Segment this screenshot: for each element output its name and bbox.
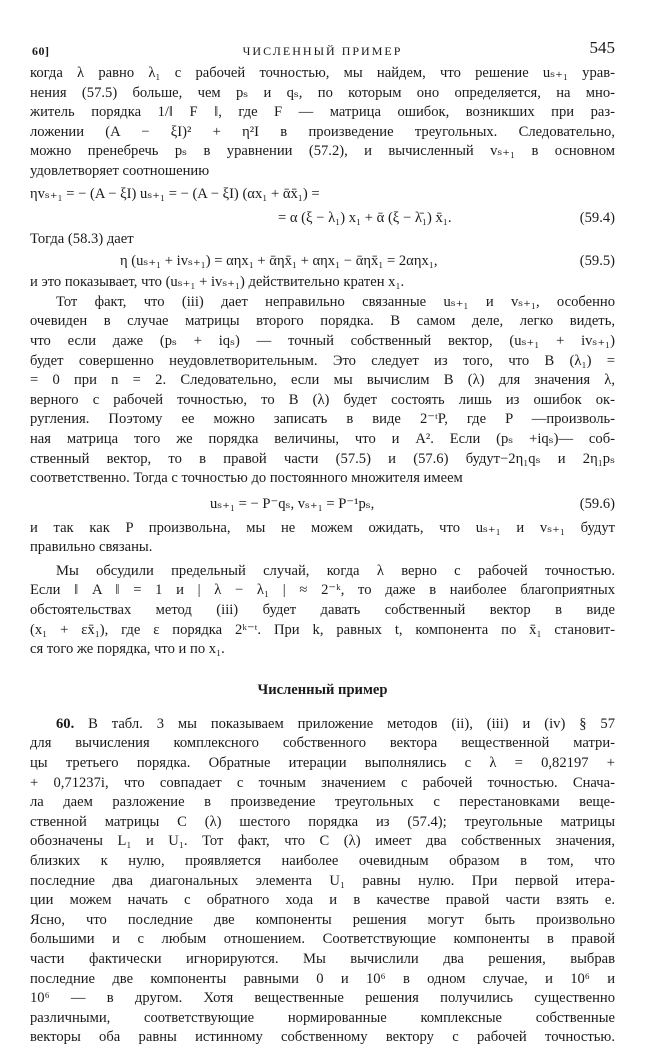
text-line: Ясно, что последние две компоненты решения могут быть произвольно [30, 911, 615, 928]
text-line: житель порядка 1/‖ F ‖, где F — матрица ошибок, возникших при раз- [30, 104, 615, 121]
text-line: (x₁ + εx̄₁), где ε порядка 2ᵏ⁻ᵗ. При k, равных t, компонента по x̄₁ становит- [30, 621, 615, 638]
equation-body: η (uₛ₊₁ + ivₛ₊₁) = αηx₁ + ᾱηx̄₁ + αηx₁ − ᾱηx̄₁ = 2αηx₁, [120, 253, 438, 270]
section-number: 60. [56, 715, 75, 732]
text-line [30, 715, 615, 735]
text-line: векторы оба равны истинному собственному вектору с рабочей точностью. [30, 1029, 615, 1046]
equation-body: ηvₛ₊₁ = − (A − ξI) uₛ₊₁ = − (A − ξI) (αx₁ + ᾱx̄₁) = [30, 185, 320, 202]
text-line: части фактически игнорируются. Мы вычислили два решения, выбрав [30, 950, 615, 967]
text-line: ругления. Поэтому ее можно записать в виде 2⁻ᵗP, где P —произволь- [30, 411, 615, 428]
text-line: обозначены L₁ и U₁. Тот факт, что C (λ) имеет два собственных значения, [30, 833, 615, 850]
text-line: Тогда (58.3) дает [30, 230, 134, 247]
text-line: последние две компоненты равными 0 и 10⁶ в одном случае, и 10⁶ и [30, 970, 615, 987]
text-line: + 0,71237i, что совпадает с точным значением с рабочей точностью. Снача- [30, 774, 615, 791]
paragraph-4 [30, 715, 615, 1048]
text-line: ственный вектор, то в правой части (57.5) и (57.6) будут−2η₁qₛ и 2η₁pₛ [30, 450, 615, 467]
text-line: ции можем начать с обратного хода и в качестве правой части взять e. [30, 892, 615, 909]
equation-59-5 [30, 249, 615, 273]
text-line: ся того же порядка, что и по x₁. [30, 641, 225, 658]
text-line: нения (57.5) больше, чем pₛ и qₛ, по которым оно определяется, на мно- [30, 84, 615, 101]
equation-number: (59.6) [579, 495, 615, 512]
equation-body: uₛ₊₁ = − P⁻qₛ, vₛ₊₁ = P⁻¹pₛ, [210, 495, 375, 512]
text-line: = 0 при n = 2. Следовательно, если мы вычислим B (λ) для значения λ, [30, 372, 615, 389]
paragraph-2 [30, 293, 615, 489]
text-line: соответственно. Тогда с точностью до постоянного множителя имеем [30, 470, 463, 487]
equation-body: = α (ξ − λ₁) x₁ + ᾱ (ξ − λ̄₁) x̄₁. [278, 209, 452, 226]
text-line: различными, соответствующие нормированные комплексные собственные [30, 1009, 615, 1026]
text-line: ла даем разложение в произведение треугольных с перестановками веще- [30, 794, 615, 811]
equation-number: (59.5) [579, 253, 615, 270]
text-line: ная матрица того же порядка величины, что и A². Если (pₛ +iqₛ)— соб- [30, 430, 615, 447]
text-line: 10⁶ — в другом. Хотя вещественные решения получились существенно [30, 990, 615, 1007]
text-line: Если ‖ A ‖ = 1 и | λ − λ₁ | ≈ 2⁻ᵏ, то даже в наиболее благоприятных [30, 582, 615, 599]
paragraph-3 [30, 562, 615, 660]
equation-59-6 [30, 489, 615, 519]
text-line: ложении (A − ξI)² + η²I в произведение треугольных. Следовательно, [30, 123, 615, 140]
header-page-number: 545 [589, 38, 615, 57]
text-line-content: В табл. 3 мы показываем приложение методов (ii), (iii) и (iv) § 57 [74, 715, 615, 732]
equation-number: (59.4) [579, 209, 615, 226]
text-line: ственной матрицы C (λ) шестого порядка из (57.4); треугольные матрицы [30, 813, 615, 830]
text-line: и так как P произвольна, мы не можем ожидать, что uₛ₊₁ и vₛ₊₁ будут [30, 519, 615, 536]
equation-59-4-line1 [30, 182, 615, 206]
text-line: для вычисления комплексного собственного вектора вещественной матри- [30, 735, 615, 752]
text-line: Тот факт, что (iii) дает неправильно связанные uₛ₊₁ и vₛ₊₁, особенно [56, 293, 615, 310]
text-line: близких к нулю, проявляется наиболее очевидным образом в том, что [30, 853, 615, 869]
paragraph-after-59-6 [30, 519, 615, 558]
running-header [30, 36, 615, 64]
text-line: Мы обсудили предельный случай, когда λ верно с рабочей точностью. [56, 562, 615, 579]
page [30, 36, 615, 1048]
text-line: верного с рабочей точностью, то B (λ) будет состоять лишь из ошибок ок- [30, 391, 615, 408]
section-title: Численный пример [257, 681, 388, 698]
text-line: цы третьего порядка. Обратные итерации выполнялись с λ = 0,82197 + [30, 755, 615, 772]
header-section-ref: 60] [32, 44, 50, 58]
equation-59-4-line2 [30, 206, 615, 230]
text-line: последние два диагональных элемента U₁ равны нулю. При первой итера- [30, 872, 615, 889]
text-line: что если даже (pₛ + iqₛ) — точный собственный вектор, (uₛ₊₁ + ivₛ₊₁) [30, 332, 615, 349]
text-line: и это показывает, что (uₛ₊₁ + ivₛ₊₁) действительно кратен x₁. [30, 274, 405, 291]
paragraph-1 [30, 64, 615, 182]
text-line: большими и с любым отношением. Соответствующие компоненты в правой [30, 931, 615, 948]
text-line: когда λ равно λ₁ с рабочей точностью, мы найдем, что решение uₛ₊₁ урав- [30, 65, 615, 81]
text-line: очевиден в случае матрицы второго порядка. В самом деле, легко видеть, [30, 313, 615, 330]
text-line: удовлетворяет соотношению [30, 162, 210, 179]
text-line: будет совершенно неудовлетворительным. Это следует из того, что B (λ₁) = [30, 352, 615, 369]
text-line: правильно связаны. [30, 539, 153, 556]
header-running-title: ЧИСЛЕННЫЙ ПРИМЕР [242, 44, 403, 58]
text-line: обстоятельствах метод (iii) будет давать собственный вектор в виде [30, 602, 615, 619]
text-line: можно пренебречь pₛ в уравнении (57.2), и вычисленный vₛ₊₁ в основном [30, 143, 615, 160]
